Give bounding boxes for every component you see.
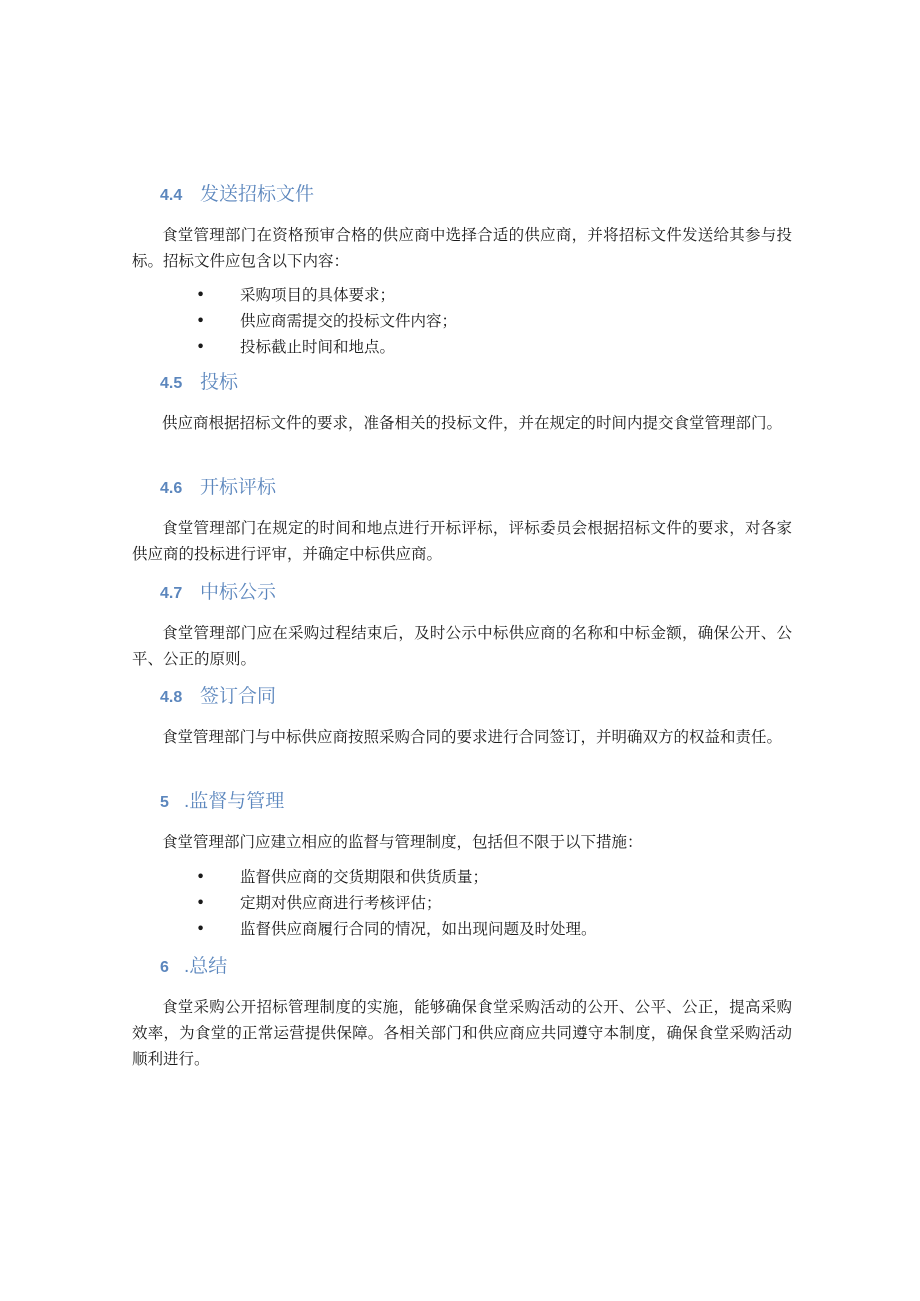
section-heading-4-4 [160,183,314,208]
paragraph: 食堂管理部门在资格预审合格的供应商中选择合适的供应商，并将招标文件发送给其参与投标。招标文件应包含以下内容： [132,226,792,270]
section-heading-5 [160,790,284,815]
paragraph: 食堂采购公开招标管理制度的实施，能够确保食堂采购活动的公开、公平、公正，提高采购效率，为食堂的正常运营提供保障。各相关部门和供应商应共同遵守本制度，确保食堂采购活动顺利进行。 [132,998,792,1068]
section-title: .监督与管理 [184,791,285,812]
paragraph: 食堂管理部门与中标供应商按照采购合同的要求进行合同签订，并明确双方的权益和责任。 [162,728,783,746]
section-heading-4-8 [160,685,276,710]
list-item: • 监督供应商的交货期限和供货质量； [196,864,597,890]
section-heading-4-7 [160,581,276,606]
section-title: .总结 [184,956,228,977]
bullet-list [196,864,597,942]
bullet-list [196,282,457,360]
section-number: 4.6 [160,480,183,497]
section-number: 4.8 [160,689,183,706]
section-heading-4-6 [160,476,276,501]
bullet-marker: • [196,286,206,304]
paragraph: 食堂管理部门应在采购过程结束后，及时公示中标供应商的名称和中标金额，确保公开、公平、公正的原则。 [132,624,792,668]
section-heading-4-5 [160,371,238,396]
section-number: 4.5 [160,375,183,392]
section-title: 签订合同 [200,686,277,707]
bullet-marker: • [196,920,206,938]
section-number: 5 [160,794,169,811]
paragraph: 食堂管理部门应建立相应的监督与管理制度，包括但不限于以下措施： [162,833,643,851]
list-item: • 投标截止时间和地点。 [196,334,457,360]
list-item: • 定期对供应商进行考核评估； [196,890,597,916]
list-item: • 采购项目的具体要求； [196,282,457,308]
section-number: 4.7 [160,585,183,602]
paragraph: 食堂管理部门在规定的时间和地点进行开标评标，评标委员会根据招标文件的要求，对各家供应商的投标进行评审，并确定中标供应商。 [132,519,792,563]
bullet-marker: • [196,312,206,330]
bullet-marker: • [196,338,206,356]
paragraph: 供应商根据招标文件的要求，准备相关的投标文件，并在规定的时间内提交食堂管理部门。 [162,414,783,432]
bullet-marker: • [196,894,206,912]
section-number: 4.4 [160,187,183,204]
bullet-marker: • [196,868,206,886]
list-item: • 监督供应商履行合同的情况，如出现问题及时处理。 [196,916,597,942]
section-title: 中标公示 [200,582,277,603]
section-title: 开标评标 [200,477,277,498]
list-item: • 供应商需提交的投标文件内容； [196,308,457,334]
section-heading-6 [160,955,227,980]
section-title: 投标 [200,372,239,393]
section-number: 6 [160,959,169,976]
section-title: 发送招标文件 [200,184,315,205]
